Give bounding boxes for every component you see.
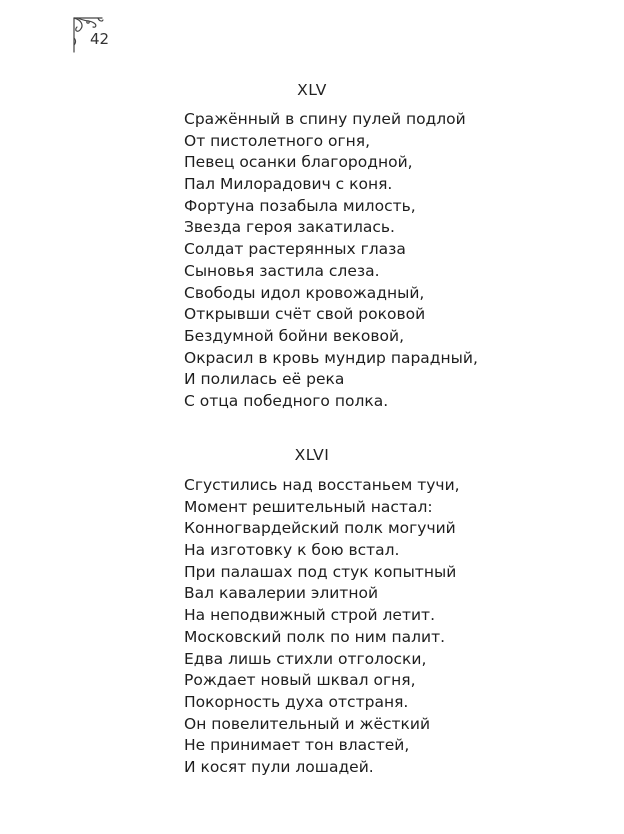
- verse-line: Не принимает тон властей,: [184, 736, 410, 755]
- verse-line: Бездумной бойни вековой,: [184, 326, 404, 345]
- verse-line: Едва лишь стихли отголоски,: [184, 649, 427, 668]
- verse-line: Фортуна позабыла милость,: [184, 196, 416, 215]
- verse-line: Конногвардейский полк могучий: [184, 519, 456, 538]
- verse-line: Сгустились над восстаньем тучи,: [184, 476, 460, 494]
- verse-line: Свободы идол кровожадный,: [184, 283, 425, 302]
- verse-line: Певец осанки благородной,: [184, 153, 413, 172]
- verse-line: Звезда героя закатилась.: [184, 218, 395, 237]
- stanza-title: XLV: [297, 81, 327, 99]
- stanza-title: XLVI: [294, 446, 330, 464]
- verse-line: Окрасил в кровь мундир парадный,: [184, 348, 478, 367]
- verse-line: При палашах под стук копытный: [184, 562, 457, 581]
- verse-line: Пал Милорадович с коня.: [184, 175, 393, 194]
- verse-line: Сражённый в спину пулей подлой: [184, 110, 466, 128]
- verse-line: Открывши счёт свой роковой: [184, 305, 426, 324]
- verse-line: От пистолетного огня,: [184, 131, 371, 150]
- verse-line: Момент решительный настал:: [184, 497, 433, 516]
- verse-line: Вал кавалерии элитной: [184, 584, 379, 603]
- verse-line: Покорность духа отстраня.: [184, 692, 409, 711]
- verse-line: И полилась её река: [184, 370, 345, 389]
- verse-line: Московский полк по ним палит.: [184, 627, 446, 646]
- page-number: 42: [90, 30, 110, 48]
- verse-line: И косят пули лошадей.: [184, 757, 374, 776]
- verse-line: Солдат растерянных глаза: [184, 240, 406, 259]
- verse-line: Сыновья застила слеза.: [184, 261, 380, 280]
- verse-line: На изготовку к бою встал.: [184, 541, 400, 560]
- stanza: [184, 109, 604, 413]
- verse-line: Он повелительный и жёсткий: [184, 714, 431, 733]
- verse-line: На неподвижный строй летит.: [184, 606, 436, 625]
- verse-line: Рождает новый шквал огня,: [184, 671, 416, 690]
- stanza: [184, 475, 604, 779]
- verse-line: С отца победного полка.: [184, 391, 389, 410]
